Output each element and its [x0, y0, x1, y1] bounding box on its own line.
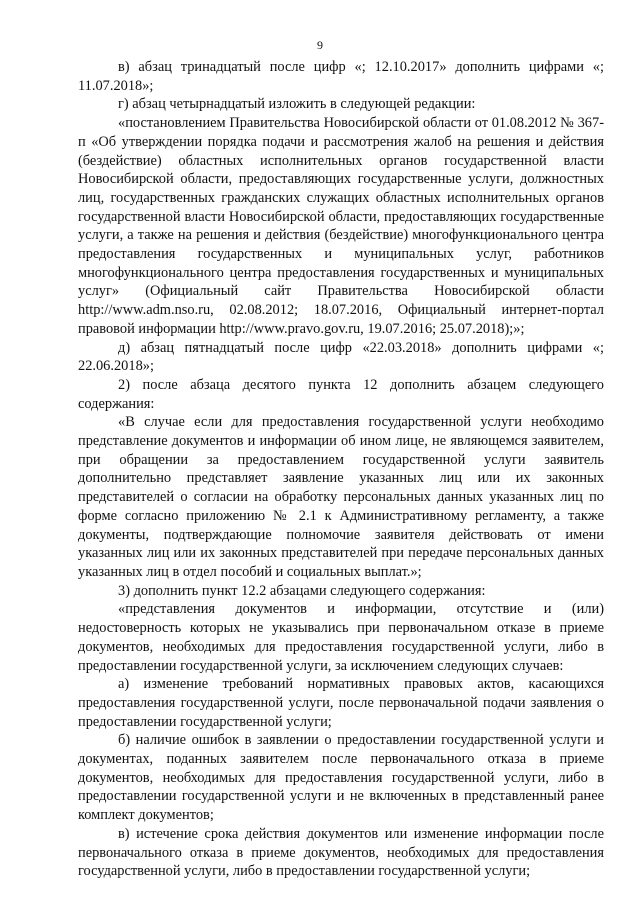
paragraph-g-abzac-14: г) абзац четырнадцатый изложить в следующей редакции: — [118, 96, 476, 113]
paragraph-item-2-quote: «В случае если для предоставления государственной услуги необходимо представление документов и информации об ином лице, не являющемся заявителем, при обращении за предоставлением государственной услуги заявитель дополнительно представляет заявление указанных лиц или их законных представителей о согласии на обработку персональных данных указанных лиц по форме согласно приложению № 2.1 к Административному регламенту, а также документы, подтверждающие полномочие заявителя действовать от имени указанных лиц или их законных представителей при передаче персональных данных указанных лиц в отдел пособий и социальных выплат.»; — [78, 414, 604, 580]
paragraph-item-2: 2) после абзаца десятого пункта 12 дополнить абзацем следующего содержания: — [78, 376, 604, 412]
paragraph-case-b: б) наличие ошибок в заявлении о предоставлении государственной услуги и документах, поданных заявителем после первоначального отказа в приеме документов, необходимых для предоставления государственной услуги, либо в предоставлении государственной услуги и не включенных в представленный ранее комплект документов; — [78, 732, 604, 824]
paragraph-item-3: 3) дополнить пункт 12.2 абзацами следующего содержания: — [118, 582, 486, 599]
paragraph-case-a: а) изменение требований нормативных правовых актов, касающихся предоставления государственной услуги, после первоначальной подачи заявления о предоставлении государственной услуги; — [78, 676, 604, 730]
paragraph-d-abzac-15: д) абзац пятнадцатый после цифр «22.03.2018» дополнить цифрами «; 22.06.2018»; — [78, 339, 604, 375]
paragraph-item-3-quote: «представления документов и информации, отсутствие и (или) недостоверность которых не указывались при первоначальном отказе в приеме документов, необходимых для предоставления государственной услуги, либо в предоставлении государственной услуги, за исключением следующих случаев: — [78, 601, 604, 674]
paragraph-v-abzac-13: в) абзац тринадцатый после цифр «; 12.10.2017» дополнить цифрами «; 11.07.2018»; — [78, 59, 604, 94]
page-number: 9 — [317, 38, 323, 52]
paragraph-case-v: в) истечение срока действия документов или изменение информации после первоначального отказа в приеме документов, необходимых для предоставления государственной услуги, либо в предоставлении государственной услуги; — [78, 825, 604, 880]
paragraph-postanovlenie-quote: «постановлением Правительства Новосибирской области от 01.08.2012 № 367-п «Об утверждении порядка подачи и рассмотрения жалоб на решения и действия (бездействие) областных исполнительных органов государственной власти Новосибирской области, предоставляющих государственные услуги, должностных лиц, государственных гражданских служащих областных исполнительных органов государственной власти Новосибирской области, предоставляющих государственные услуги, а также на решения и действия (бездействие) многофункционального центра предоставления государственных и муниципальных услуг, работников многофункционального центра предоставления государственных и муниципальных услуг» (Официальный сайт Правительства Новосибирской области http://www.adm.nso.ru, 02.08.2012; 18.07.2016, Официальный интернет-портал правовой информации http://www.pravo.gov.ru, 19.07.2016; 25.07.2018);»; — [78, 115, 604, 337]
document-body — [78, 58, 604, 881]
